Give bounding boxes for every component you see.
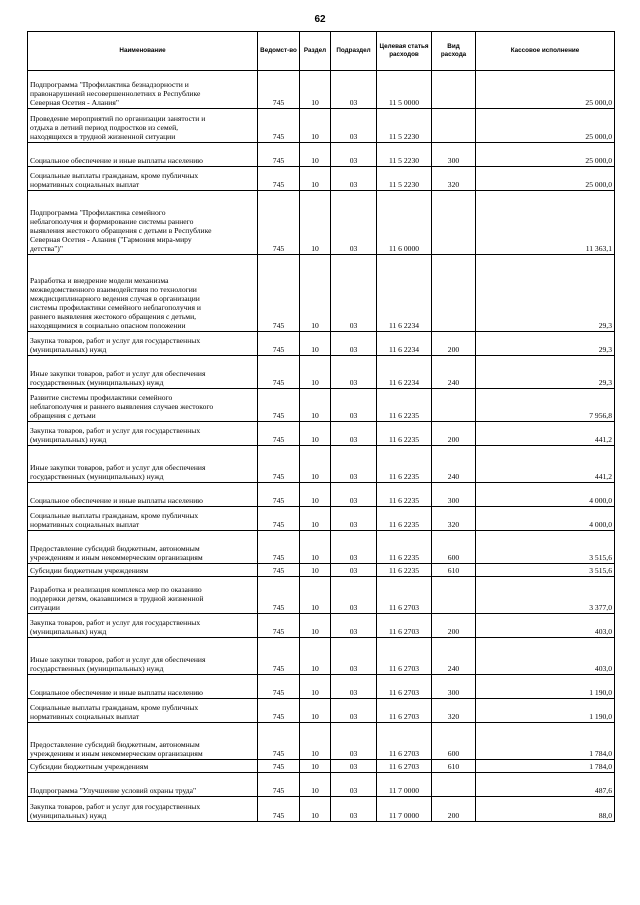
header-subsection: Подраздел — [331, 32, 377, 71]
row-expense-type: 240 — [432, 356, 476, 389]
row-name: Подпрограмма "Профилактика семейного неблагополучия и формирование системы раннего выявления жестокого обращения с детьми в Республике Северная Осетия - Алания ("Гармония мира-миру детства")" — [28, 191, 258, 255]
row-subsection: 03 — [331, 356, 377, 389]
row-expense-type — [432, 389, 476, 422]
row-cash-execution: 7 956,8 — [476, 389, 615, 422]
row-name: Социальное обеспечение и иные выплаты населению — [28, 675, 258, 699]
row-cash-execution: 3 515,6 — [476, 531, 615, 564]
row-department: 745 — [258, 389, 300, 422]
row-expense-type — [432, 109, 476, 143]
row-department: 745 — [258, 614, 300, 638]
row-subsection: 03 — [331, 760, 377, 773]
row-section: 10 — [300, 699, 331, 723]
row-subsection: 03 — [331, 446, 377, 483]
row-section: 10 — [300, 446, 331, 483]
row-subsection: 03 — [331, 483, 377, 507]
row-cash-execution: 1 190,0 — [476, 675, 615, 699]
table-row — [28, 483, 615, 507]
row-target-article: 11 5 0000 — [377, 71, 432, 109]
row-section: 10 — [300, 723, 331, 760]
row-target-article: 11 7 0000 — [377, 797, 432, 822]
row-department: 745 — [258, 422, 300, 446]
row-expense-type — [432, 773, 476, 797]
row-expense-type: 320 — [432, 167, 476, 191]
row-section: 10 — [300, 614, 331, 638]
row-subsection: 03 — [331, 773, 377, 797]
row-cash-execution: 3 515,6 — [476, 564, 615, 577]
table-row — [28, 577, 615, 614]
row-name: Разработка и внедрение модели механизма межведомственного взаимодействия по технологии междисциплинарного ведения случая в организации системы профилактики семейного неблагополучия и раннего выявления жестокого обращения с детьми, находящимися в социально опасном положении — [28, 255, 258, 332]
row-department: 745 — [258, 773, 300, 797]
table-row — [28, 675, 615, 699]
row-target-article: 11 6 2235 — [377, 564, 432, 577]
header-target-article: Целевая статья расходов — [377, 32, 432, 71]
table-body — [28, 71, 615, 822]
row-section: 10 — [300, 675, 331, 699]
header-department: Ведомст-во — [258, 32, 300, 71]
row-department: 745 — [258, 446, 300, 483]
row-subsection: 03 — [331, 109, 377, 143]
row-cash-execution: 29,3 — [476, 332, 615, 356]
row-expense-type: 200 — [432, 332, 476, 356]
row-subsection: 03 — [331, 797, 377, 822]
row-target-article: 11 6 2235 — [377, 422, 432, 446]
row-department: 745 — [258, 255, 300, 332]
row-expense-type: 240 — [432, 638, 476, 675]
row-subsection: 03 — [331, 614, 377, 638]
table-row — [28, 389, 615, 422]
row-cash-execution: 25 000,0 — [476, 109, 615, 143]
row-cash-execution: 441,2 — [476, 446, 615, 483]
row-section: 10 — [300, 507, 331, 531]
table-row — [28, 356, 615, 389]
row-name: Подпрограмма "Профилактика безнадзорности и правонарушений несовершеннолетних в Республике Северная Осетия - Алания" — [28, 71, 258, 109]
row-cash-execution: 4 000,0 — [476, 483, 615, 507]
row-department: 745 — [258, 71, 300, 109]
row-name: Закупка товаров, работ и услуг для государственных (муниципальных) нужд — [28, 422, 258, 446]
row-section: 10 — [300, 564, 331, 577]
row-subsection: 03 — [331, 531, 377, 564]
row-department: 745 — [258, 143, 300, 167]
row-cash-execution: 88,0 — [476, 797, 615, 822]
row-name: Подпрограмма "Улучшение условий охраны труда" — [28, 773, 258, 797]
row-subsection: 03 — [331, 507, 377, 531]
row-department: 745 — [258, 577, 300, 614]
table-row — [28, 422, 615, 446]
row-expense-type: 610 — [432, 564, 476, 577]
row-cash-execution: 3 377,0 — [476, 577, 615, 614]
row-target-article: 11 6 2235 — [377, 531, 432, 564]
table-row — [28, 446, 615, 483]
header-expense-type: Вид расхода — [432, 32, 476, 71]
row-target-article: 11 5 2230 — [377, 109, 432, 143]
row-name: Субсидии бюджетным учреждениям — [28, 564, 258, 577]
row-target-article: 11 6 2235 — [377, 483, 432, 507]
row-target-article: 11 6 2703 — [377, 614, 432, 638]
row-subsection: 03 — [331, 699, 377, 723]
table-row — [28, 531, 615, 564]
row-target-article: 11 6 2235 — [377, 389, 432, 422]
row-department: 745 — [258, 760, 300, 773]
row-expense-type: 200 — [432, 422, 476, 446]
row-section: 10 — [300, 109, 331, 143]
row-target-article: 11 5 2230 — [377, 143, 432, 167]
row-section: 10 — [300, 143, 331, 167]
row-expense-type — [432, 255, 476, 332]
row-department: 745 — [258, 675, 300, 699]
row-expense-type: 600 — [432, 531, 476, 564]
table-row — [28, 638, 615, 675]
table-row — [28, 332, 615, 356]
row-target-article: 11 6 2703 — [377, 699, 432, 723]
row-name: Проведение мероприятий по организации занятости и отдыха в летний период подростков из семей, находящихся в трудной жизненной ситуации — [28, 109, 258, 143]
row-cash-execution: 403,0 — [476, 614, 615, 638]
row-target-article: 11 6 2703 — [377, 675, 432, 699]
row-target-article: 11 6 2703 — [377, 577, 432, 614]
row-subsection: 03 — [331, 577, 377, 614]
row-name: Социальные выплаты гражданам, кроме публичных нормативных социальных выплат — [28, 167, 258, 191]
row-name: Разработка и реализация комплекса мер по оказанию поддержки детям, оказавшимся в трудной жизненной ситуации — [28, 577, 258, 614]
page-number: 62 — [314, 14, 326, 25]
row-department: 745 — [258, 109, 300, 143]
row-section: 10 — [300, 356, 331, 389]
row-subsection: 03 — [331, 638, 377, 675]
row-section: 10 — [300, 483, 331, 507]
row-department: 745 — [258, 723, 300, 760]
row-name: Социальное обеспечение и иные выплаты населению — [28, 483, 258, 507]
row-name: Предоставление субсидий бюджетным, автономным учреждениям и иным некоммерческим организациям — [28, 531, 258, 564]
row-name: Предоставление субсидий бюджетным, автономным учреждениям и иным некоммерческим организациям — [28, 723, 258, 760]
row-target-article: 11 6 0000 — [377, 191, 432, 255]
row-name: Социальное обеспечение и иные выплаты населению — [28, 143, 258, 167]
row-expense-type — [432, 577, 476, 614]
row-cash-execution: 1 190,0 — [476, 699, 615, 723]
row-section: 10 — [300, 797, 331, 822]
row-subsection: 03 — [331, 143, 377, 167]
row-target-article: 11 6 2235 — [377, 507, 432, 531]
row-section: 10 — [300, 167, 331, 191]
row-target-article: 11 5 2230 — [377, 167, 432, 191]
row-target-article: 11 6 2234 — [377, 255, 432, 332]
row-section: 10 — [300, 389, 331, 422]
row-cash-execution: 29,3 — [476, 356, 615, 389]
row-subsection: 03 — [331, 332, 377, 356]
row-cash-execution: 11 363,1 — [476, 191, 615, 255]
row-department: 745 — [258, 507, 300, 531]
table-row — [28, 71, 615, 109]
row-name: Закупка товаров, работ и услуг для государственных (муниципальных) нужд — [28, 332, 258, 356]
row-target-article: 11 7 0000 — [377, 773, 432, 797]
row-expense-type: 320 — [432, 699, 476, 723]
row-department: 745 — [258, 356, 300, 389]
row-section: 10 — [300, 191, 331, 255]
row-cash-execution: 29,3 — [476, 255, 615, 332]
row-name: Закупка товаров, работ и услуг для государственных (муниципальных) нужд — [28, 797, 258, 822]
row-name: Иные закупки товаров, работ и услуг для обеспечения государственных (муниципальных) нужд — [28, 638, 258, 675]
row-department: 745 — [258, 167, 300, 191]
row-cash-execution: 1 784,0 — [476, 723, 615, 760]
header-section: Раздел — [300, 32, 331, 71]
row-cash-execution: 487,6 — [476, 773, 615, 797]
row-section: 10 — [300, 255, 331, 332]
row-subsection: 03 — [331, 422, 377, 446]
row-target-article: 11 6 2703 — [377, 723, 432, 760]
row-cash-execution: 25 000,0 — [476, 143, 615, 167]
header-row — [28, 32, 615, 71]
row-expense-type: 300 — [432, 483, 476, 507]
row-section: 10 — [300, 577, 331, 614]
row-target-article: 11 6 2703 — [377, 760, 432, 773]
table-row — [28, 143, 615, 167]
row-target-article: 11 6 2234 — [377, 332, 432, 356]
row-name: Развитие системы профилактики семейного неблагополучия и раннего выявления случаев жестокого обращения с детьми — [28, 389, 258, 422]
row-subsection: 03 — [331, 389, 377, 422]
table-row — [28, 564, 615, 577]
row-subsection: 03 — [331, 167, 377, 191]
row-section: 10 — [300, 71, 331, 109]
row-name: Социальные выплаты гражданам, кроме публичных нормативных социальных выплат — [28, 699, 258, 723]
row-department: 745 — [258, 332, 300, 356]
table-row — [28, 760, 615, 773]
table-row — [28, 191, 615, 255]
row-expense-type: 610 — [432, 760, 476, 773]
row-expense-type — [432, 191, 476, 255]
row-cash-execution: 403,0 — [476, 638, 615, 675]
row-department: 745 — [258, 564, 300, 577]
table-row — [28, 699, 615, 723]
header-name: Наименование — [28, 32, 258, 71]
row-subsection: 03 — [331, 255, 377, 332]
row-subsection: 03 — [331, 71, 377, 109]
row-expense-type: 240 — [432, 446, 476, 483]
row-expense-type: 320 — [432, 507, 476, 531]
row-expense-type: 300 — [432, 143, 476, 167]
row-cash-execution: 25 000,0 — [476, 167, 615, 191]
row-cash-execution: 1 784,0 — [476, 760, 615, 773]
budget-table — [27, 31, 615, 822]
row-expense-type: 600 — [432, 723, 476, 760]
table-row — [28, 614, 615, 638]
table-row — [28, 167, 615, 191]
row-department: 745 — [258, 191, 300, 255]
row-expense-type — [432, 71, 476, 109]
row-section: 10 — [300, 760, 331, 773]
row-target-article: 11 6 2703 — [377, 638, 432, 675]
row-subsection: 03 — [331, 675, 377, 699]
table-row — [28, 255, 615, 332]
row-cash-execution: 441,2 — [476, 422, 615, 446]
row-section: 10 — [300, 332, 331, 356]
row-department: 745 — [258, 797, 300, 822]
row-subsection: 03 — [331, 191, 377, 255]
row-name: Иные закупки товаров, работ и услуг для обеспечения государственных (муниципальных) нужд — [28, 446, 258, 483]
row-expense-type: 300 — [432, 675, 476, 699]
table-row — [28, 109, 615, 143]
row-department: 745 — [258, 638, 300, 675]
row-expense-type: 200 — [432, 797, 476, 822]
row-target-article: 11 6 2235 — [377, 446, 432, 483]
row-name: Субсидии бюджетным учреждениям — [28, 760, 258, 773]
row-expense-type: 200 — [432, 614, 476, 638]
row-section: 10 — [300, 531, 331, 564]
table-row — [28, 723, 615, 760]
row-department: 745 — [258, 531, 300, 564]
row-department: 745 — [258, 483, 300, 507]
row-name: Закупка товаров, работ и услуг для государственных (муниципальных) нужд — [28, 614, 258, 638]
row-section: 10 — [300, 422, 331, 446]
table-row — [28, 797, 615, 822]
row-subsection: 03 — [331, 723, 377, 760]
row-department: 745 — [258, 699, 300, 723]
row-cash-execution: 25 000,0 — [476, 71, 615, 109]
row-cash-execution: 4 000,0 — [476, 507, 615, 531]
row-target-article: 11 6 2234 — [377, 356, 432, 389]
row-name: Социальные выплаты гражданам, кроме публичных нормативных социальных выплат — [28, 507, 258, 531]
row-subsection: 03 — [331, 564, 377, 577]
header-cash-execution: Кассовое исполнение — [476, 32, 615, 71]
row-section: 10 — [300, 638, 331, 675]
row-name: Иные закупки товаров, работ и услуг для обеспечения государственных (муниципальных) нужд — [28, 356, 258, 389]
row-section: 10 — [300, 773, 331, 797]
table-row — [28, 507, 615, 531]
table-row — [28, 773, 615, 797]
